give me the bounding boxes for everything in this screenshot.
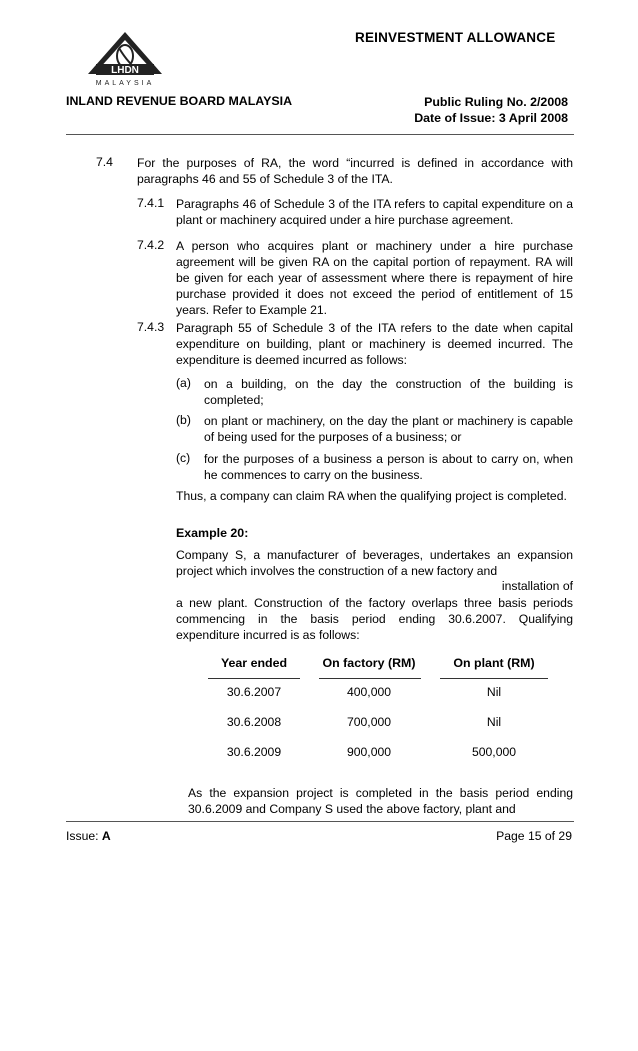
list-item: on a building, on the day the construction of the building is completed; <box>204 377 573 407</box>
issue-label: Issue: <box>66 829 102 843</box>
example-title: Example 20: <box>176 526 249 540</box>
page-number: Page 15 of 29 <box>496 829 572 843</box>
subsection-text: A person who acquires plant or machinery under a hire purchase agreement will be given RA on the capital portion of repayment. RA will be given for each year of assessment where there is repayment of hire purchase provided it does not exceed the period of entitlement of 15 years. Refer to Example 21. <box>176 239 573 317</box>
table-cell: Nil <box>486 715 502 729</box>
footer-issue <box>66 829 111 843</box>
issue-value: A <box>101 829 111 843</box>
header-underline <box>440 678 548 679</box>
svg-text:LHDN: LHDN <box>111 65 139 76</box>
subsection-text: Paragraphs 46 of Schedule 3 of the ITA refers to capital expenditure on a plant or machinery acquired under a hire purchase agreement. <box>176 197 573 227</box>
table-cell: Nil <box>486 685 502 699</box>
conclusion-paragraph: Thus, a company can claim RA when the qualifying project is completed. <box>176 489 567 503</box>
ruling-info <box>414 94 568 126</box>
footer-divider <box>66 821 574 822</box>
table-header: Year ended <box>220 656 288 670</box>
table-cell: 30.6.2007 <box>226 685 282 699</box>
document-title: REINVESTMENT ALLOWANCE <box>355 30 556 45</box>
list-item: for the purposes of a business a person is about to carry on, when he commences to carry on the business. <box>204 452 573 482</box>
table-cell: 400,000 <box>346 685 392 699</box>
header-divider <box>66 134 574 135</box>
list-item: on plant or machinery, on the day the plant or machinery is capable of being used for the purposes of a business; or <box>204 414 573 444</box>
subsection-text: Paragraph 55 of Schedule 3 of the ITA refers to the date when capital expenditure on building, plant or machinery is deemed incurred. The expenditure is deemed incurred as follows: <box>176 321 573 367</box>
subsection-number: 7.4.1 <box>137 196 165 210</box>
table-header: On factory (RM) <box>322 656 416 670</box>
table-header: On plant (RM) <box>453 656 535 670</box>
example-text-continued: installation of <box>501 579 573 593</box>
ruling-number: Public Ruling No. 2/2008 <box>424 95 568 109</box>
lhdn-logo <box>86 30 164 88</box>
header-underline <box>208 678 300 679</box>
section-text: For the purposes of RA, the word “incurred is defined in accordance with paragraphs 46 and 55 of Schedule 3 of the ITA. <box>137 156 573 186</box>
header-underline <box>319 678 421 679</box>
closing-paragraph: As the expansion project is completed in the basis period ending 30.6.2009 and Company S used the above factory, plant and <box>188 786 573 816</box>
table-cell: 30.6.2009 <box>226 745 282 759</box>
section-number: 7.4 <box>96 155 113 169</box>
subsection-number: 7.4.3 <box>137 320 165 334</box>
svg-text:MALAYSIA: MALAYSIA <box>95 80 155 87</box>
subsection-number: 7.4.2 <box>137 238 165 252</box>
list-marker: (b) <box>176 413 191 427</box>
table-cell: 900,000 <box>346 745 392 759</box>
list-marker: (c) <box>176 451 191 465</box>
example-text: Company S, a manufacturer of beverages, undertakes an expansion project which involves the construction of a new factory and <box>176 548 573 578</box>
table-cell: 700,000 <box>346 715 392 729</box>
example-text: a new plant. Construction of the factory overlaps three basis periods commencing in the basis period ending 30.6.2007. Qualifying expenditure incurred is as follows: <box>176 596 573 642</box>
table-cell: 30.6.2008 <box>226 715 282 729</box>
organization-name: INLAND REVENUE BOARD MALAYSIA <box>66 94 293 108</box>
table-cell: 500,000 <box>471 745 517 759</box>
issue-date: Date of Issue: 3 April 2008 <box>414 111 568 125</box>
list-marker: (a) <box>176 376 191 390</box>
